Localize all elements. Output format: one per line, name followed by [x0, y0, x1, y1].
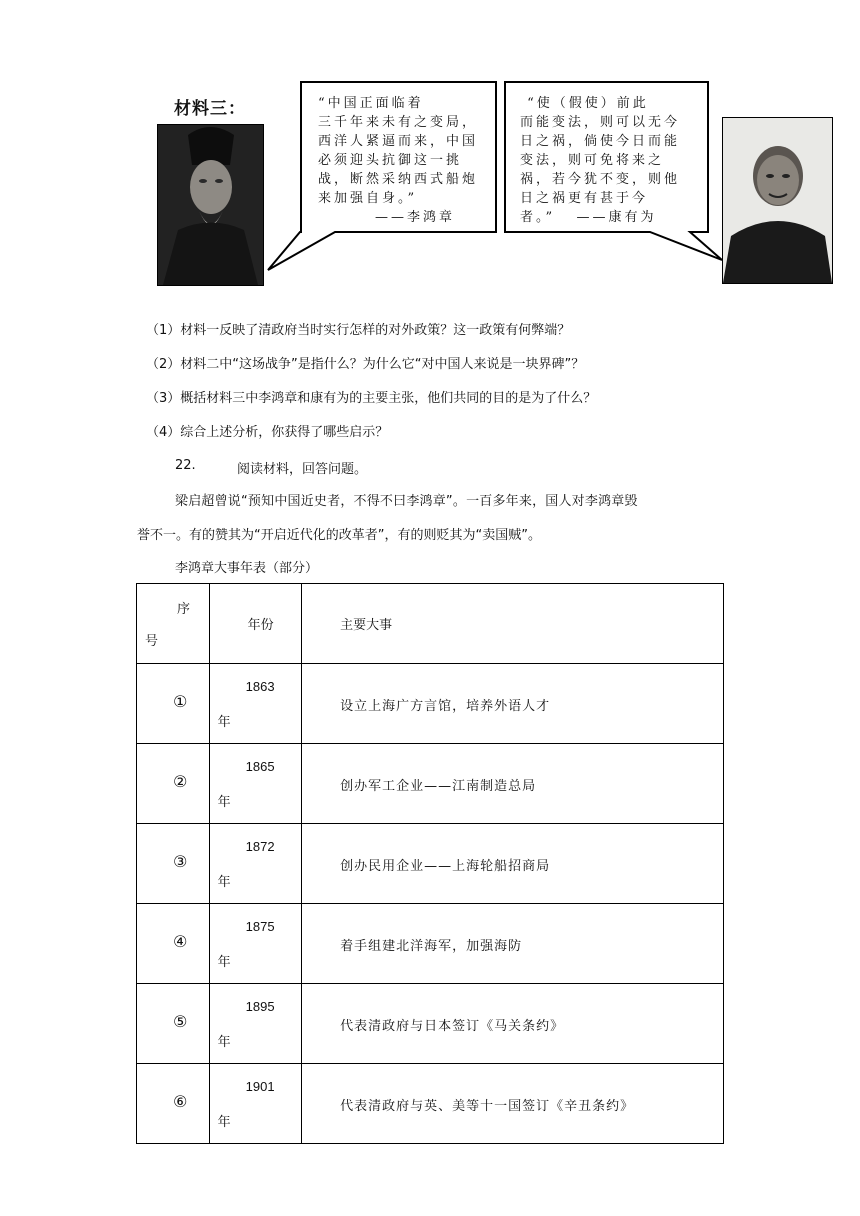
table-row — [137, 824, 724, 904]
row-year-unit: 年 — [217, 715, 231, 730]
question-1: （1）材料一反映了清政府当时实行怎样的对外政策？这一政策有何弊端？ — [146, 323, 571, 338]
header-index-bottom: 号 — [145, 634, 159, 649]
li-hongzhang-portrait — [157, 124, 264, 286]
question-2: （2）材料二中“这场战争”是指什么？为什么它“对中国人来说是一块界碑”？ — [146, 357, 585, 372]
row-year: 1865 — [245, 759, 275, 774]
row-event: 代表清政府与英、美等十一国签订《辛丑条约》 — [340, 1099, 635, 1114]
li-hongzhang-events-table — [136, 583, 724, 1144]
table-caption: 李鸿章大事年表（部分） — [175, 561, 319, 576]
row-index: ① — [173, 692, 188, 711]
material-three-label: 材料三： — [174, 99, 246, 119]
li-hongzhang-quote: “中国正面临着 三千年来未有之变局， 西洋人紧逼而来，中国 必须迎头抗御这一挑 战，断然采纳西式船炮 来加强自身。” ——李鸿章 — [318, 96, 479, 225]
table-row — [137, 904, 724, 984]
header-event: 主要大事 — [340, 618, 393, 633]
question-3: （3）概括材料三中李鸿章和康有为的主要主张，他们共同的目的是为了什么？ — [146, 391, 597, 406]
row-year-unit: 年 — [217, 795, 231, 810]
row-year: 1872 — [245, 839, 275, 854]
row-index: ⑤ — [173, 1012, 188, 1031]
header-index-top: 序 — [177, 602, 191, 617]
table-row — [137, 744, 724, 824]
question-22-number: 22. — [175, 458, 196, 473]
row-event: 创办民用企业——上海轮船招商局 — [340, 859, 551, 874]
row-event: 着手组建北洋海军，加强海防 — [340, 939, 523, 954]
table-row — [137, 664, 724, 744]
row-year-unit: 年 — [217, 1035, 231, 1050]
row-year-unit: 年 — [217, 1115, 231, 1130]
kang-youwei-portrait — [722, 117, 833, 284]
paragraph-line-1: 梁启超曾说“预知中国近史者，不得不曰李鸿章”。一百多年来，国人对李鸿章毁 — [175, 494, 638, 509]
row-year: 1875 — [245, 919, 275, 934]
row-year-unit: 年 — [217, 875, 231, 890]
row-event: 设立上海广方言馆，培养外语人才 — [340, 699, 551, 714]
table-row — [137, 1064, 724, 1144]
row-year: 1901 — [245, 1079, 275, 1094]
row-index: ③ — [173, 852, 188, 871]
table-row — [137, 984, 724, 1064]
question-22-instruction: 阅读材料，回答问题。 — [237, 462, 368, 477]
row-event: 代表清政府与日本签订《马关条约》 — [340, 1019, 565, 1034]
table-header-row — [137, 584, 724, 664]
question-4: （4）综合上述分析，你获得了哪些启示？ — [146, 425, 389, 440]
kang-youwei-quote: “使（假使）前此 而能变法，则可以无今 日之祸，倘使今日而能 变法，则可免将来之 祸，若今犹不变，则他 日之祸更有甚于今 者。” ——康有为 — [520, 96, 681, 225]
row-event: 创办军工企业——江南制造总局 — [340, 779, 537, 794]
paragraph-line-2: 誉不一。有的赞其为“开启近代化的改革者”，有的则贬其为“卖国贼”。 — [137, 528, 541, 543]
row-year: 1863 — [245, 679, 275, 694]
row-year-unit: 年 — [217, 955, 231, 970]
row-index: ② — [173, 772, 188, 791]
header-year: 年份 — [247, 618, 274, 633]
row-index: ⑥ — [173, 1092, 188, 1111]
row-year: 1895 — [245, 999, 275, 1014]
row-index: ④ — [173, 932, 188, 951]
